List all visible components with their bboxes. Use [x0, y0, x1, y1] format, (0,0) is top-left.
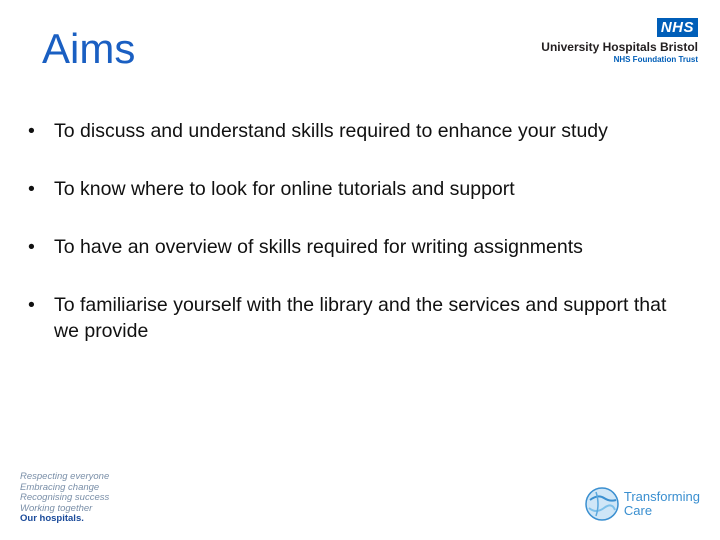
bullet-icon: •: [28, 294, 35, 316]
brand-line: Transforming: [623, 489, 700, 504]
globe-icon: [584, 486, 620, 522]
aims-list: [28, 118, 668, 376]
bullet-icon: •: [28, 120, 35, 142]
brand-line: Care: [623, 503, 653, 518]
slide-title: Aims: [42, 25, 136, 72]
value-line: Working together: [20, 502, 93, 514]
list-item: • To have an overview of skills required for writing assignments: [28, 236, 583, 258]
nhs-org-name: University Hospitals Bristol: [541, 40, 698, 54]
values-footer: [20, 472, 109, 525]
bullet-icon: •: [28, 178, 35, 200]
list-item: • To know where to look for online tutorials and support: [28, 178, 515, 200]
nhs-trust-name: NHS Foundation Trust: [613, 55, 698, 64]
bullet-icon: •: [28, 236, 35, 258]
nhs-badge: NHS: [657, 18, 698, 37]
tagline: Our hospitals.: [20, 513, 84, 524]
list-item: • To familiarise yourself with the library and the services and support that we provide: [28, 294, 667, 342]
list-item: • To discuss and understand skills required to enhance your study: [28, 120, 608, 142]
transforming-care-logo: [584, 486, 700, 522]
value-line: Respecting everyone: [20, 471, 110, 482]
value-line: Embracing change: [20, 481, 100, 493]
nhs-logo: [518, 18, 698, 64]
value-line: Recognising success: [20, 492, 110, 503]
